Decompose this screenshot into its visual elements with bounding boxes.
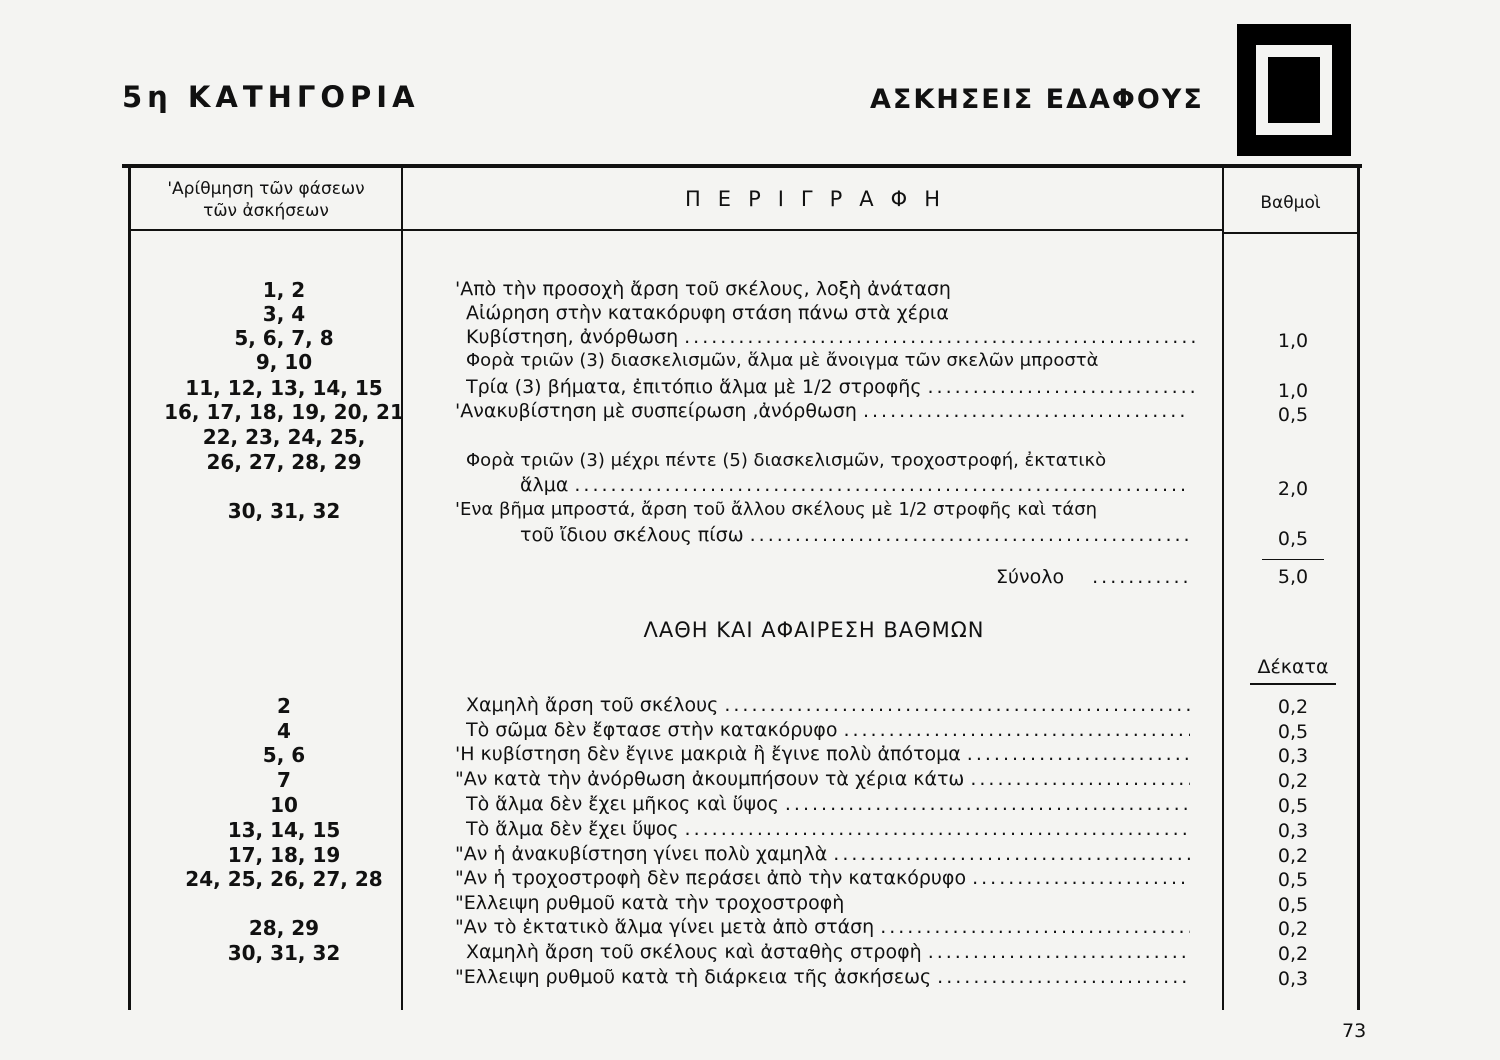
error-row: [0, 843, 1500, 868]
phase-number: 16, 17, 18, 19, 20, 21: [164, 400, 404, 424]
error-row: [0, 768, 1500, 793]
phase-description: Φορὰ τριῶν (3) διασκελισμῶν, ἅλμα μὲ ἄνοιγμα τῶν σκελῶν μπροστὰ: [466, 350, 1099, 371]
description-column-header: ΠΕΡΙΓΡΑΦΗ: [685, 187, 957, 211]
error-description: Τὸ σῶμα δὲν ἔφτασε στὴν κατακόρυφο .....: [466, 719, 1190, 741]
phase-row: [0, 524, 1500, 549]
deductions-unit-label: Δέκατα: [1257, 656, 1329, 678]
phase-points: 2,0: [1277, 478, 1309, 500]
numbering-header-line-2: τῶν ἀσκήσεων: [203, 201, 329, 221]
error-description: "Αν τὸ ἐκτατικὸ ἅλμα γίνει μετὰ ἀπὸ στάση .....: [455, 916, 1190, 938]
points-column-header: Βαθμοὶ: [1260, 193, 1321, 213]
error-phase-number: 10: [270, 793, 298, 817]
error-description: "Ελλειψη ρυθμοῦ κατὰ τὴ διάρκεια τῆς ἀσκήσεως .....: [455, 966, 1190, 988]
error-description: 'Η κυβίστηση δὲν ἔγινε μακριὰ ἢ ἔγινε πολὺ ἀπότομα .....: [455, 743, 1190, 765]
error-deduction: 0,5: [1277, 721, 1309, 743]
error-deduction: 0,3: [1277, 745, 1309, 767]
category-title: 5η ΚΑΤΗΓΟΡΙΑ: [122, 80, 420, 114]
header-underline-2: [403, 229, 1222, 231]
phase-description: Αἰώρηση στὴν κατακόρυφη στάση πάνω στὰ χέρια: [466, 302, 949, 324]
error-row: [0, 867, 1500, 892]
phase-row: [0, 400, 1500, 425]
phase-number: 30, 31, 32: [227, 499, 341, 523]
error-row: [0, 916, 1500, 941]
header-underline-1: [131, 229, 401, 231]
phase-number: 5, 6, 7, 8: [234, 326, 334, 350]
total-value: 5,0: [1277, 566, 1309, 588]
error-phase-number: 17, 18, 19: [227, 843, 341, 867]
error-description: Τὸ ἅλμα δὲν ἔχει μῆκος καὶ ὕψος .....: [466, 793, 1190, 815]
error-row: [0, 694, 1500, 719]
phase-row: [0, 474, 1500, 499]
error-description: "Αν ἡ ἀνακυβίστηση γίνει πολὺ χαμηλὰ .....: [455, 843, 1190, 865]
error-deduction: 0,3: [1277, 820, 1309, 842]
error-deduction: 0,3: [1277, 968, 1309, 990]
phase-points: 1,0: [1277, 380, 1309, 402]
error-deduction: 0,2: [1277, 918, 1309, 940]
error-deduction: 0,2: [1277, 696, 1309, 718]
phase-points: 1,0: [1277, 330, 1309, 352]
total-label: Σύνολο .....: [996, 566, 1190, 588]
phase-description: ἅλμα .....: [520, 474, 1190, 496]
error-deduction: 0,2: [1277, 770, 1309, 792]
phase-number: 26, 27, 28, 29: [206, 450, 362, 474]
phase-row: [0, 376, 1500, 401]
phase-row: [0, 326, 1500, 351]
error-row: [0, 966, 1500, 991]
error-deduction: 0,2: [1277, 845, 1309, 867]
numbering-column-header: [131, 178, 401, 222]
sum-underline: [1262, 559, 1324, 560]
phase-number: 22, 23, 24, 25,: [202, 425, 366, 449]
phase-row: [0, 499, 1500, 524]
phase-points: 0,5: [1277, 528, 1309, 550]
phase-points: 0,5: [1277, 404, 1309, 426]
error-deduction: 0,5: [1277, 894, 1309, 916]
phase-number: 1, 2: [262, 278, 306, 302]
table-top-rule: [122, 164, 1362, 168]
error-description: "Αν κατὰ τὴν ἀνόρθωση ἀκουμπήσουν τὰ χέρια κάτω .....: [455, 768, 1190, 790]
error-row: [0, 941, 1500, 966]
error-phase-number: 30, 31, 32: [227, 941, 341, 965]
error-description: Χαμηλὴ ἄρση τοῦ σκέλους καὶ ἀσταθὴς στροφὴ .....: [466, 941, 1190, 963]
phase-description: 'Ανακυβίστηση μὲ συσπείρωση ,ἀνόρθωση .....: [455, 400, 1185, 422]
error-phase-number: 24, 25, 26, 27, 28: [185, 867, 383, 891]
header-underline-3: [1224, 232, 1357, 234]
error-description: Χαμηλὴ ἄρση τοῦ σκέλους .....: [466, 694, 1190, 716]
category-symbol-icon: [1237, 24, 1351, 156]
phase-description: Φορὰ τριῶν (3) μέχρι πέντε (5) διασκελισμῶν, τροχοστροφή, ἐκτατικὸ: [466, 450, 1107, 471]
phase-row: [0, 302, 1500, 327]
error-description: "Ελλειψη ρυθμοῦ κατὰ τὴν τροχοστροφὴ: [455, 892, 845, 914]
phase-description: Τρία (3) βήματα, ἐπιτόπιο ἅλμα μὲ 1/2 στροφῆς .....: [466, 376, 1196, 398]
error-row: [0, 818, 1500, 843]
phase-number: 11, 12, 13, 14, 15: [185, 376, 383, 400]
phase-number: 9, 10: [255, 350, 313, 374]
phase-description: 'Απὸ τὴν προσοχὴ ἄρση τοῦ σκέλους, λοξὴ ἀνάταση: [455, 278, 951, 300]
error-row: [0, 719, 1500, 744]
phase-row: [0, 278, 1500, 303]
error-phase-number: 7: [277, 768, 291, 792]
error-phase-number: 28, 29: [248, 916, 320, 940]
error-deduction: 0,2: [1277, 943, 1309, 965]
error-phase-number: 5, 6: [262, 743, 306, 767]
error-deduction: 0,5: [1277, 869, 1309, 891]
total-row: [0, 566, 1500, 591]
phase-row: [0, 350, 1500, 375]
error-deduction: 0,5: [1277, 795, 1309, 817]
phase-row: [0, 425, 1500, 450]
phase-number: 3, 4: [262, 302, 306, 326]
section-title: ΑΣΚΗΣΕΙΣ ΕΔΑΦΟΥΣ: [870, 84, 1204, 115]
error-description: Τὸ ἅλμα δὲν ἔχει ὕψος .....: [466, 818, 1190, 840]
phase-description: τοῦ ἴδιου σκέλους πίσω .....: [520, 524, 1190, 546]
error-row: [0, 743, 1500, 768]
page-number: 73: [1342, 1020, 1367, 1042]
error-description: "Αν ἡ τροχοστροφὴ δὲν περάσει ἀπὸ τὴν κατακόρυφο .....: [455, 867, 1190, 889]
error-phase-number: 2: [277, 694, 291, 718]
error-row: [0, 892, 1500, 917]
numbering-header-line-1: 'Αρίθμηση τῶν φάσεων: [167, 179, 365, 199]
error-row: [0, 793, 1500, 818]
phase-description: Κυβίστηση, ἀνόρθωση .....: [466, 326, 1196, 348]
phase-row: [0, 450, 1500, 475]
error-phase-number: 4: [277, 719, 291, 743]
error-phase-number: 13, 14, 15: [227, 818, 341, 842]
errors-section-title: ΛΑΘΗ ΚΑΙ ΑΦΑΙΡΕΣΗ ΒΑΘΜΩΝ: [643, 618, 985, 642]
phase-description: 'Ενα βῆμα μπροστά, ἄρση τοῦ ἄλλου σκέλους μὲ 1/2 στροφῆς καὶ τάση: [455, 499, 1098, 520]
deductions-unit-underline: [1250, 683, 1336, 685]
